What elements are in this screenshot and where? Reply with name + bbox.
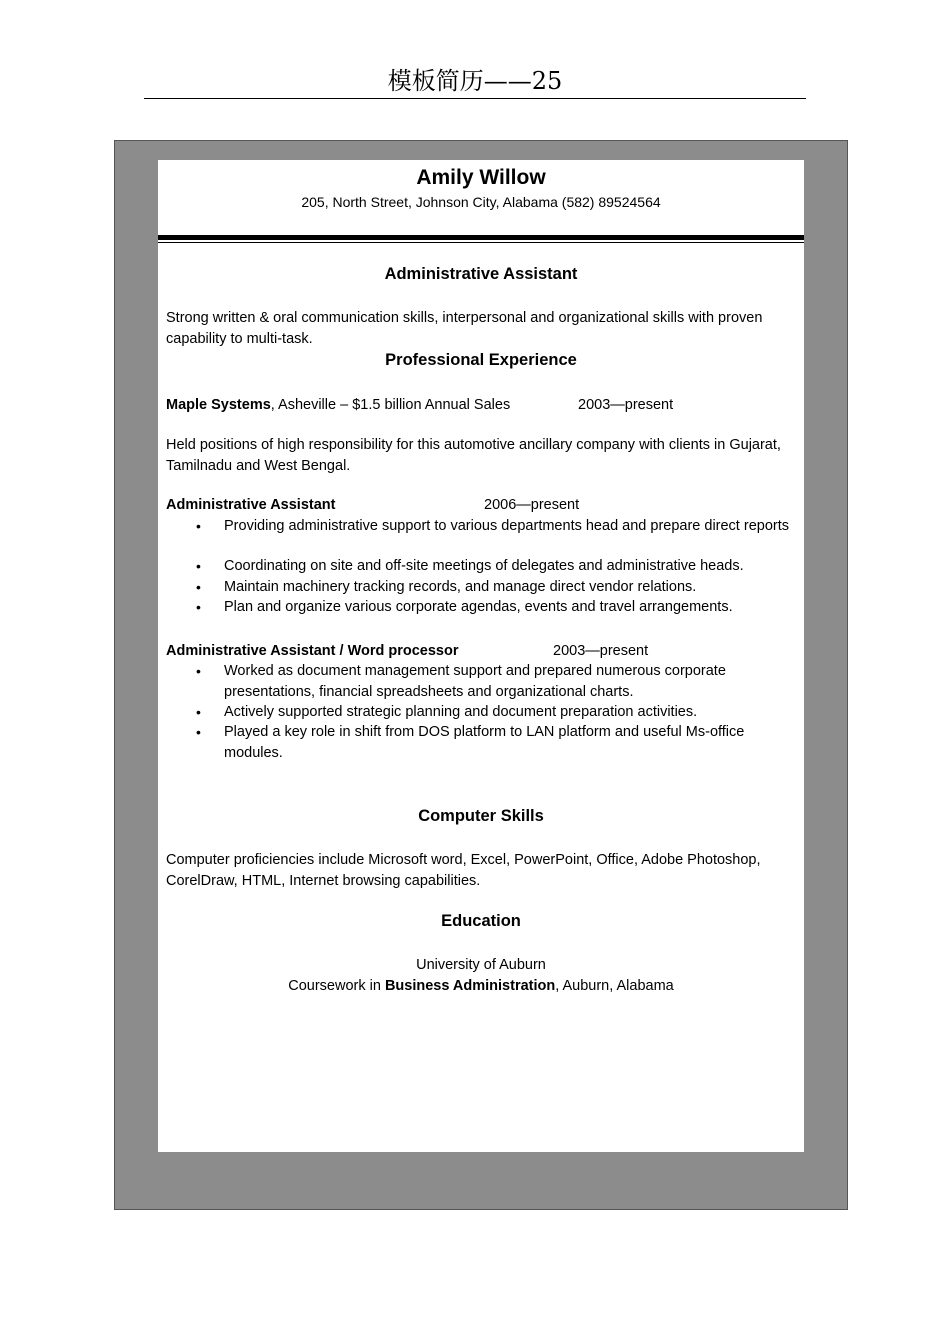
bullet-marker: • — [196, 663, 201, 679]
company-name: Maple Systems — [166, 397, 271, 413]
course-location: , Auburn, Alabama — [555, 978, 674, 994]
summary-text: Strong written & oral communication skills, interpersonal and organizational skills with proven capability to multi-task. — [166, 310, 763, 347]
list-item: Played a key role in shift from DOS platform to LAN platform and useful Ms-office modules. — [224, 724, 745, 761]
role-dates: 2003—present — [553, 643, 649, 659]
company-dates: 2003—present — [578, 397, 674, 413]
bullet-marker: • — [196, 558, 201, 574]
company-description: Held positions of high responsibility for this automotive ancillary company with clients in Gujarat, Tamilnadu and West Bengal. — [166, 437, 781, 474]
education-course — [158, 976, 804, 997]
experience-heading: Professional Experience — [385, 351, 577, 369]
candidate-name: Amily Willow — [416, 166, 546, 189]
page-title: 模板简历——25 — [387, 67, 563, 95]
title-underline — [144, 98, 806, 99]
bullet-marker: • — [196, 704, 201, 720]
list-item: Coordinating on site and off-site meetings of delegates and administrative heads. — [224, 558, 744, 574]
bullet-marker: • — [196, 579, 201, 595]
company-details: , Asheville – $1.5 billion Annual Sales — [270, 397, 511, 413]
list-item: Actively supported strategic planning and document preparation activities. — [224, 704, 698, 720]
header-divider-thin — [158, 242, 804, 243]
contact-address: 205, North Street, Johnson City, Alabama (582) 89524564 — [301, 194, 661, 210]
bullet-marker: • — [196, 599, 201, 615]
list-item: Worked as document management support and prepared numerous corporate presentations, financial spreadsheets and organizational charts. — [224, 663, 726, 700]
company-line — [166, 395, 510, 416]
education-heading: Education — [441, 912, 521, 930]
course-prefix: Coursework in — [288, 978, 385, 994]
header-divider-thick — [158, 235, 804, 240]
objective-title: Administrative Assistant — [384, 265, 578, 283]
resume-sheet — [158, 160, 804, 1152]
skills-text: Computer proficiencies include Microsoft word, Excel, PowerPoint, Office, Adobe Photoshop, CorelDraw, HTML, Internet browsing capabilities. — [166, 852, 761, 889]
education-school: University of Auburn — [416, 957, 546, 973]
role-title: Administrative Assistant — [166, 497, 336, 513]
list-item: Maintain machinery tracking records, and manage direct vendor relations. — [224, 579, 697, 595]
list-item: Plan and organize various corporate agendas, events and travel arrangements. — [224, 599, 733, 615]
role-title: Administrative Assistant / Word processor — [166, 643, 459, 659]
course-name: Business Administration — [384, 978, 556, 994]
list-item: Providing administrative support to various departments head and prepare direct reports — [224, 518, 789, 534]
skills-heading: Computer Skills — [418, 807, 544, 825]
bullet-marker: • — [196, 724, 201, 740]
role-dates: 2006—present — [484, 497, 580, 513]
bullet-marker: • — [196, 518, 201, 534]
